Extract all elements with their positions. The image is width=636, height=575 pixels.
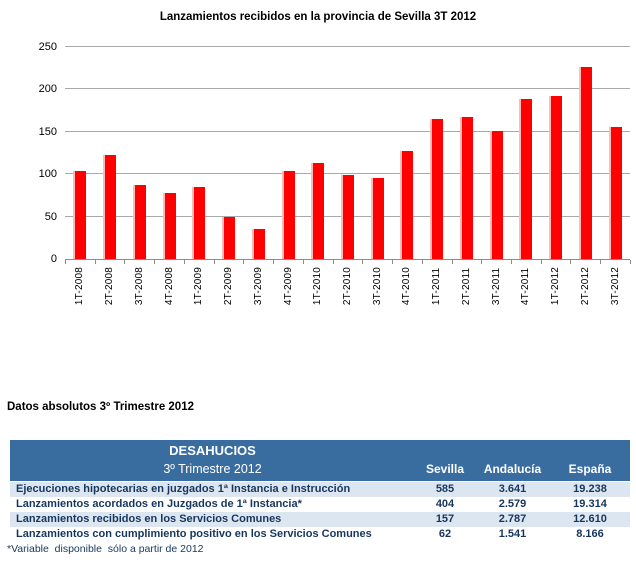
row-label: Lanzamientos con cumplimiento positivo en los Servicios Comunes xyxy=(16,528,372,540)
table-title: DESAHUCIOS xyxy=(169,443,256,458)
row-value: 2.579 xyxy=(498,498,527,510)
bar-slot xyxy=(392,151,422,259)
x-tick-label: 3T-2008 xyxy=(133,267,145,306)
bar-slot xyxy=(273,171,303,259)
section-heading: Datos absolutos 3º Trimestre 2012 xyxy=(7,401,194,413)
bar-slot xyxy=(452,117,482,259)
axis-tick xyxy=(155,260,185,264)
bar-slot xyxy=(243,229,273,259)
row-value: 404 xyxy=(435,498,455,510)
x-tick-label: 1T-2009 xyxy=(193,267,205,306)
y-tick-label: 0 xyxy=(50,253,57,265)
bar-slot xyxy=(600,127,630,259)
x-tick-label: 1T-2010 xyxy=(312,267,324,306)
x-tick-label: 3T-2011 xyxy=(490,267,502,306)
bar-2T-2010 xyxy=(341,175,354,259)
row-label: Lanzamientos acordados en Juzgados de 1ª Instancia* xyxy=(16,498,302,510)
axis-tick xyxy=(453,260,483,264)
bar-slot xyxy=(214,217,244,259)
bar-4T-2008 xyxy=(163,193,176,259)
row-value: 157 xyxy=(435,513,455,525)
axis-tick xyxy=(244,260,274,264)
row-value: 3.641 xyxy=(498,483,527,495)
axis-tick xyxy=(96,260,126,264)
column-header-sevilla: Sevilla xyxy=(425,462,465,476)
x-tick-label: 3T-2009 xyxy=(252,267,264,306)
bar-2T-2008 xyxy=(103,155,116,259)
row-value: 1.541 xyxy=(498,528,527,540)
row-value: 585 xyxy=(435,483,455,495)
x-tick-label: 1T-2011 xyxy=(431,267,443,306)
bar-slot xyxy=(95,155,125,259)
bar-slot xyxy=(303,163,333,259)
row-value: 12.610 xyxy=(573,513,607,525)
plot-area xyxy=(65,47,630,260)
table-row xyxy=(10,497,630,512)
axis-tick xyxy=(542,260,572,264)
x-tick-label: 3T-2012 xyxy=(609,267,621,306)
x-tick-label: 1T-2008 xyxy=(74,267,86,306)
x-tick-label: 2T-2008 xyxy=(104,267,116,306)
bar-slot xyxy=(481,131,511,259)
bar-2T-2012 xyxy=(579,67,592,259)
table-footnote: *Variable disponible sólo a partir de 2012 xyxy=(7,543,204,555)
y-tick-label: 250 xyxy=(38,41,57,53)
bar-series xyxy=(65,47,630,259)
x-tick-label: 2T-2012 xyxy=(579,267,591,306)
column-header-espana: España xyxy=(568,462,612,476)
x-tick-label: 4T-2008 xyxy=(163,267,175,306)
bar-slot xyxy=(541,96,571,259)
table-row xyxy=(10,482,630,497)
bar-4T-2011 xyxy=(519,99,532,259)
row-label: Lanzamientos recibidos en los Servicios Comunes xyxy=(16,513,282,525)
column-header-andalucia: Andalucía xyxy=(483,462,542,476)
x-tick-label: 4T-2011 xyxy=(520,267,532,306)
bar-1T-2010 xyxy=(311,163,324,259)
row-value: 19.314 xyxy=(573,498,607,510)
bar-slot xyxy=(511,99,541,259)
x-tick-label: 2T-2011 xyxy=(460,267,472,306)
table-row xyxy=(10,512,630,527)
y-tick-label: 50 xyxy=(44,210,57,223)
x-tick-label: 4T-2010 xyxy=(401,267,413,306)
table-body xyxy=(10,482,630,542)
data-table xyxy=(10,440,630,542)
y-tick-label: 150 xyxy=(38,125,57,138)
bar-3T-2011 xyxy=(490,131,503,259)
x-tick-label: 1T-2012 xyxy=(550,267,562,306)
row-value: 8.166 xyxy=(576,528,604,540)
bar-slot xyxy=(333,175,363,259)
bar-2T-2009 xyxy=(222,217,235,259)
x-tick-label: 2T-2009 xyxy=(223,267,235,306)
x-axis-labels xyxy=(65,267,630,305)
table-row xyxy=(10,527,630,542)
bar-slot xyxy=(570,67,600,259)
axis-tick xyxy=(601,260,631,264)
row-value: 2.787 xyxy=(498,513,527,525)
row-value: 19.238 xyxy=(573,483,607,495)
axis-tick xyxy=(215,260,245,264)
bar-slot xyxy=(124,185,154,259)
y-tick-label: 100 xyxy=(38,168,57,181)
x-tick-label: 3T-2010 xyxy=(371,267,383,306)
axis-tick xyxy=(185,260,215,264)
axis-tick xyxy=(393,260,423,264)
row-label: Ejecuciones hipotecarias en juzgados 1ª Instancia e Instrucción xyxy=(16,483,351,495)
axis-tick xyxy=(125,260,155,264)
bar-slot xyxy=(184,187,214,259)
bar-slot xyxy=(362,178,392,259)
y-tick-label: 200 xyxy=(38,83,57,96)
x-tick-label: 2T-2010 xyxy=(341,267,353,306)
axis-tick xyxy=(423,260,453,264)
bar-3T-2008 xyxy=(133,185,146,259)
bar-1T-2008 xyxy=(73,171,86,259)
axis-tick xyxy=(512,260,542,264)
table-subtitle: 3º Trimestre 2012 xyxy=(163,462,262,476)
axis-tick xyxy=(363,260,393,264)
table-header xyxy=(10,440,630,481)
bar-3T-2009 xyxy=(252,229,265,259)
bar-slot xyxy=(65,171,95,259)
x-tick-label: 4T-2009 xyxy=(282,267,294,306)
bar-1T-2012 xyxy=(549,96,562,259)
bar-1T-2011 xyxy=(430,119,443,259)
axis-tick xyxy=(274,260,304,264)
axis-tick xyxy=(571,260,601,264)
bar-3T-2010 xyxy=(371,178,384,259)
x-axis-ticks xyxy=(65,260,631,264)
bar-4T-2009 xyxy=(282,171,295,259)
axis-tick xyxy=(304,260,334,264)
row-value: 62 xyxy=(438,528,452,540)
bar-slot xyxy=(154,193,184,259)
axis-tick xyxy=(334,260,364,264)
axis-tick xyxy=(482,260,512,264)
bar-slot xyxy=(422,119,452,259)
bar-2T-2011 xyxy=(460,117,473,259)
bar-3T-2012 xyxy=(609,127,622,259)
axis-tick xyxy=(66,260,96,264)
chart-title: Lanzamientos recibidos en la provincia de Sevilla 3T 2012 xyxy=(159,11,477,23)
bar-1T-2009 xyxy=(192,187,205,259)
bar-4T-2010 xyxy=(400,151,413,259)
